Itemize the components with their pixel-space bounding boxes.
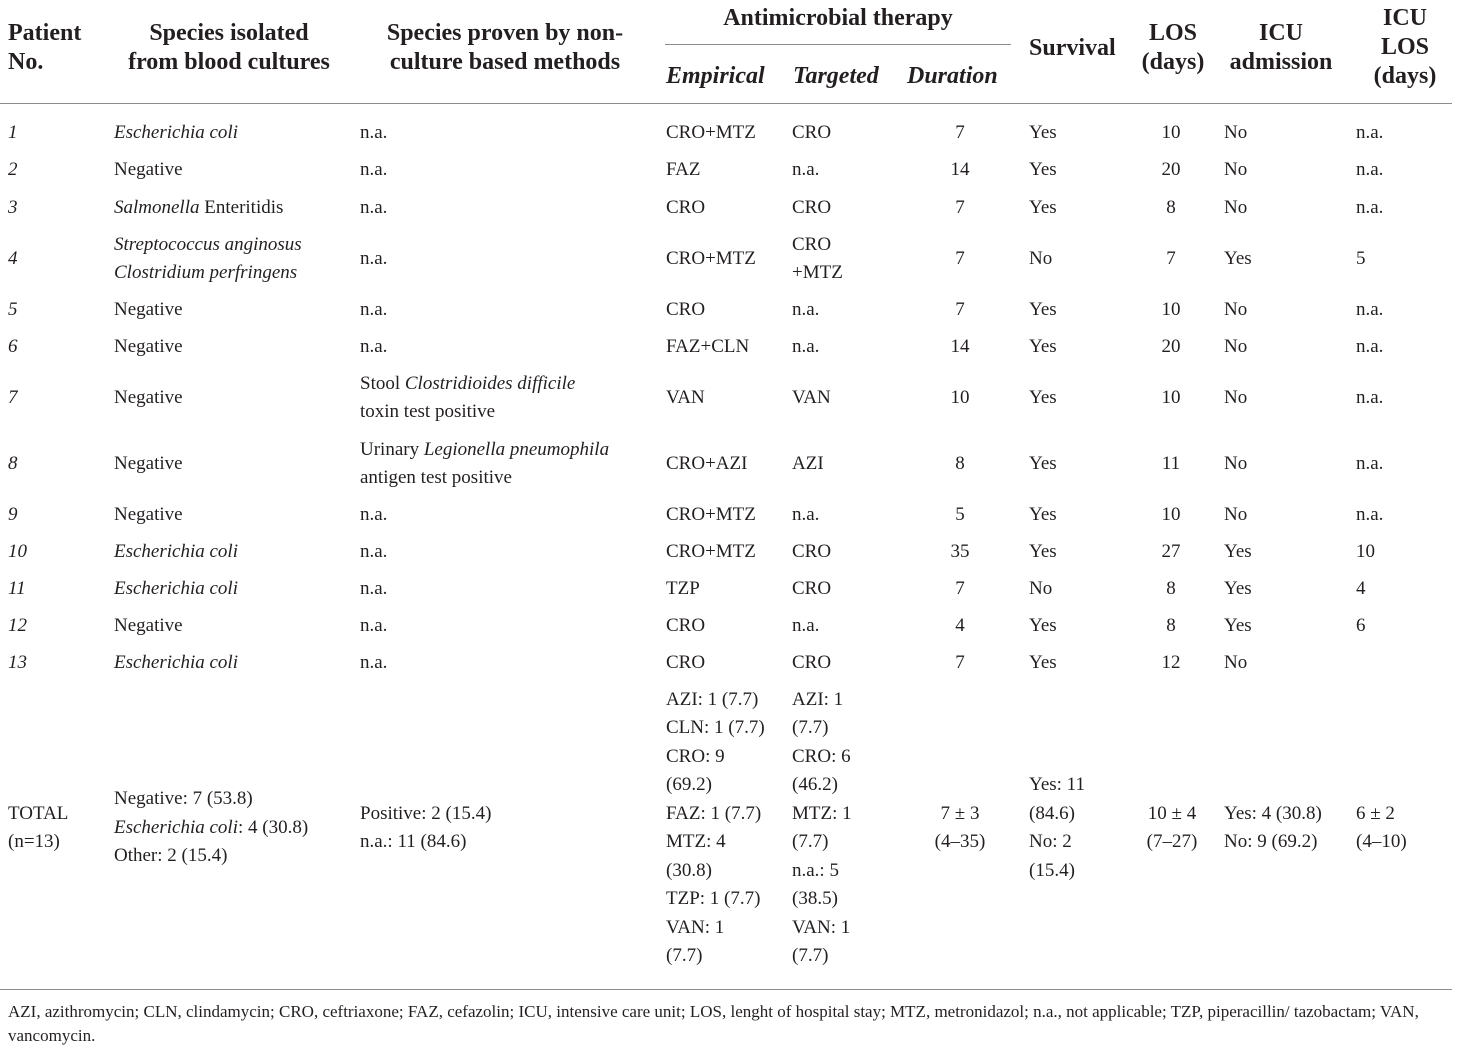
cell-line: AZI: 1 (7.7) [666, 688, 759, 710]
cell-duration: 7 [955, 121, 965, 143]
cell-line: n.a.: 5 [792, 859, 839, 881]
cell-los: 27 [1161, 540, 1181, 562]
cell-blood [114, 119, 238, 148]
cell-line: n.a. [360, 540, 388, 562]
cell-line: CRO+MTZ [666, 503, 756, 525]
cell-line [114, 384, 183, 413]
cell-line [114, 842, 308, 871]
cell-icu-los: n.a. [1356, 196, 1384, 218]
cell-no: 4 [8, 247, 18, 269]
cell-targeted [792, 649, 831, 678]
cell-line: n.a. [792, 298, 820, 320]
cell-icu: No [1224, 386, 1248, 408]
species-name-italic: Escherichia coli [114, 816, 238, 838]
cell-line: CRO: 9 [666, 745, 725, 767]
cell-nonculture [360, 649, 387, 678]
cell-empirical [666, 612, 705, 641]
cell-blood [114, 501, 183, 530]
cell-line [114, 259, 302, 288]
cell-line [114, 785, 308, 814]
cell-nonculture [360, 575, 387, 604]
cell-no: 7 [8, 386, 18, 408]
cell-empirical [666, 575, 700, 604]
cell-line: MTZ: 1 [792, 802, 852, 824]
cell-line: (7–27) [1146, 831, 1198, 852]
cell-duration: 14 [950, 335, 970, 357]
header-subrule [665, 44, 1011, 45]
species-name-italic: Escherichia coli [114, 651, 238, 673]
total-blood [114, 785, 308, 871]
cell-line: (4–35) [934, 831, 986, 852]
header-los: LOS (days) [1141, 20, 1205, 75]
cell-no: 8 [8, 452, 18, 474]
cell-text: Stool [360, 372, 405, 394]
cell-targeted [792, 612, 819, 641]
cell-no: 2 [8, 158, 18, 180]
cell-empirical [666, 649, 705, 678]
cell-text: Negative [114, 335, 183, 357]
cell-blood [114, 575, 238, 604]
cell-line: Yes: 11 [1029, 774, 1085, 795]
cell-icu-los: 5 [1356, 247, 1366, 269]
cell-line: (7.7) [792, 831, 829, 852]
cell-line: CRO [666, 651, 706, 673]
cell-icu: No [1224, 158, 1248, 180]
cell-targeted [792, 501, 819, 530]
total-los [1132, 800, 1212, 857]
cell-los: 7 [1166, 247, 1176, 269]
cell-icu: No [1224, 196, 1248, 218]
cell-line [360, 436, 609, 465]
total-empirical [666, 686, 765, 971]
cell-icu-los: n.a. [1356, 452, 1384, 474]
cell-icu: No [1224, 298, 1248, 320]
cell-survival: Yes [1029, 158, 1057, 180]
cell-line: n.a. [360, 577, 388, 599]
cell-line: CRO+MTZ [666, 121, 756, 143]
cell-line: 10 ± 4 [1147, 802, 1197, 824]
cell-empirical [666, 501, 756, 530]
cell-blood [114, 194, 283, 223]
cell-line: CRO [792, 196, 832, 218]
cell-line: CRO+MTZ [666, 247, 756, 269]
cell-duration: 7 [955, 651, 965, 673]
cell-line: n.a. [792, 503, 820, 525]
cell-los: 10 [1161, 503, 1181, 525]
total-nonculture [360, 800, 491, 857]
cell-text: : 4 (30.8) [238, 816, 309, 838]
cell-line [114, 194, 283, 223]
cell-duration: 8 [955, 452, 965, 474]
cell-line: (n=13) [8, 831, 60, 852]
cell-nonculture [360, 370, 575, 427]
cell-empirical [666, 296, 705, 325]
cell-line: 6 ± 2 [1356, 802, 1395, 824]
cell-line: AZI [792, 452, 824, 474]
header-targeted: Targeted [793, 63, 879, 89]
cell-los: 10 [1161, 121, 1181, 143]
cell-line: Positive: 2 (15.4) [360, 802, 492, 824]
cell-icu-los: 10 [1356, 540, 1375, 562]
cell-los: 10 [1161, 386, 1181, 408]
cell-no: 12 [8, 614, 27, 636]
cell-line: (7.7) [792, 717, 829, 738]
cell-line [114, 649, 238, 678]
cell-icu: No [1224, 651, 1248, 673]
cell-no: 5 [8, 298, 18, 320]
cell-blood [114, 612, 183, 641]
cell-icu: No [1224, 452, 1248, 474]
cell-line [360, 464, 609, 493]
cell-line: CRO [792, 121, 832, 143]
cell-survival: Yes [1029, 386, 1057, 408]
cell-nonculture [360, 296, 387, 325]
cell-duration: 10 [950, 386, 970, 408]
cell-line: n.a. [792, 335, 820, 357]
cell-duration: 7 [955, 196, 965, 218]
cell-line [114, 333, 183, 362]
cell-nonculture [360, 501, 387, 530]
cell-line: (7.7) [792, 945, 829, 966]
cell-empirical [666, 450, 747, 479]
cell-line: n.a. [360, 614, 388, 636]
cell-survival: Yes [1029, 651, 1057, 673]
cell-line: n.a. [360, 298, 388, 320]
cell-icu: Yes [1224, 577, 1252, 599]
total-duration [920, 800, 1000, 857]
cell-line: CRO [792, 233, 832, 255]
cell-blood [114, 231, 302, 288]
cell-blood [114, 296, 183, 325]
cell-empirical [666, 538, 756, 567]
cell-line [114, 231, 302, 260]
cell-text: Negative [114, 386, 183, 408]
cell-line: n.a. [360, 158, 388, 180]
cell-targeted [792, 231, 843, 288]
cell-line: No: 9 (69.2) [1224, 831, 1318, 852]
cell-line [114, 450, 183, 479]
cell-los: 8 [1166, 577, 1176, 599]
cell-targeted [792, 296, 819, 325]
cell-duration: 5 [955, 503, 965, 525]
cell-line: VAN [792, 386, 831, 408]
cell-line: (4–10) [1356, 831, 1407, 852]
cell-no: 9 [8, 503, 18, 525]
cell-text: Negative: 7 (53.8) [114, 788, 253, 810]
cell-no: 1 [8, 121, 18, 143]
cell-los: 20 [1161, 335, 1181, 357]
cell-survival: Yes [1029, 196, 1057, 218]
cell-line: FAZ: 1 (7.7) [666, 802, 762, 824]
cell-blood [114, 384, 183, 413]
cell-los: 10 [1161, 298, 1181, 320]
cell-nonculture [360, 538, 387, 567]
cell-survival: Yes [1029, 452, 1057, 474]
cell-icu: No [1224, 335, 1248, 357]
cell-line: FAZ [666, 158, 701, 180]
cell-line: (84.6) [1029, 802, 1075, 824]
cell-line: Yes: 4 (30.8) [1224, 802, 1322, 824]
cell-icu: Yes [1224, 614, 1252, 636]
species-name-italic: Escherichia coli [114, 577, 238, 599]
cell-duration: 7 [955, 298, 965, 320]
species-name-italic: Clostridium perfringens [114, 262, 298, 283]
cell-nonculture [360, 333, 387, 362]
cell-icu-los: n.a. [1356, 158, 1384, 180]
cell-line: AZI: 1 [792, 688, 844, 710]
cell-survival: Yes [1029, 503, 1057, 525]
cell-blood [114, 450, 183, 479]
cell-line [114, 119, 238, 148]
total-targeted [792, 686, 852, 971]
cell-text: toxin test positive [360, 401, 496, 422]
cell-no: 3 [8, 196, 18, 218]
cell-nonculture [360, 194, 387, 223]
cell-duration: 35 [950, 540, 970, 562]
cell-nonculture [360, 436, 609, 493]
cell-text: Enteritidis [199, 196, 284, 218]
cell-line: n.a. [360, 247, 388, 269]
total-label [8, 800, 68, 857]
cell-line [114, 814, 308, 843]
cell-line: CRO+MTZ [666, 540, 756, 562]
header-duration: Duration [907, 63, 998, 89]
cell-targeted [792, 575, 831, 604]
cell-los: 11 [1161, 452, 1181, 474]
cell-line: 7 ± 3 [940, 802, 980, 824]
cell-line: CRO+AZI [666, 452, 748, 474]
cell-line: +MTZ [792, 262, 843, 283]
cell-line: CRO [666, 196, 706, 218]
cell-icu-los: n.a. [1356, 503, 1384, 525]
cell-text: antigen test positive [360, 467, 512, 488]
cell-text: Other: 2 (15.4) [114, 845, 228, 867]
cell-los: 20 [1161, 158, 1181, 180]
cell-blood [114, 333, 183, 362]
cell-no: 10 [8, 540, 27, 562]
cell-targeted [792, 384, 831, 413]
cell-line: CRO: 6 [792, 745, 851, 767]
cell-icu-los: n.a. [1356, 121, 1384, 143]
header-bottom-rule [0, 103, 1452, 104]
cell-line [360, 398, 575, 427]
header-icu-admission: ICU admission [1229, 20, 1333, 75]
cell-text: Negative [114, 452, 183, 474]
cell-text: Negative [114, 298, 183, 320]
cell-no: 6 [8, 335, 18, 357]
cell-survival: Yes [1029, 540, 1057, 562]
header-empirical: Empirical [666, 63, 765, 89]
cell-survival: Yes [1029, 614, 1057, 636]
species-name-italic: Salmonella [114, 196, 200, 218]
cell-nonculture [360, 156, 387, 185]
cell-line: VAN: 1 [792, 916, 851, 938]
cell-empirical [666, 156, 700, 185]
table-bottom-rule [0, 989, 1452, 990]
cell-targeted [792, 333, 819, 362]
cell-line: (38.5) [792, 888, 838, 909]
header-species-nonculture: Species proven by non- culture based methods [386, 20, 624, 75]
cell-line: CRO [666, 614, 706, 636]
cell-no: 13 [8, 651, 27, 673]
cell-line: MTZ: 4 [666, 831, 726, 852]
cell-line: CRO [666, 298, 706, 320]
cell-empirical [666, 245, 756, 274]
cell-line: CRO [792, 651, 832, 673]
cell-los: 12 [1161, 651, 1181, 673]
cell-line: n.a. [360, 335, 388, 357]
cell-icu: No [1224, 121, 1248, 143]
species-name-italic: Clostridioides difficile [404, 372, 576, 394]
cell-no: 11 [8, 577, 26, 599]
cell-line: n.a. [360, 196, 388, 218]
cell-blood [114, 538, 238, 567]
cell-los: 8 [1166, 196, 1176, 218]
cell-targeted [792, 450, 824, 479]
cell-line: (69.2) [666, 774, 712, 795]
cell-line: VAN [666, 386, 705, 408]
cell-line: (46.2) [792, 774, 838, 795]
species-name-italic: Streptococcus anginosus [114, 233, 302, 255]
cell-nonculture [360, 119, 387, 148]
header-icu-los: ICU LOS (days) [1373, 5, 1437, 89]
cell-line: TZP: 1 (7.7) [666, 888, 761, 909]
cell-icu-los: 6 [1356, 614, 1366, 636]
cell-survival: Yes [1029, 298, 1057, 320]
header-patient-no: Patient No. [8, 20, 82, 75]
cell-survival: No [1029, 577, 1053, 599]
header-species-blood: Species isolated from blood cultures [128, 20, 330, 75]
cell-line: (7.7) [666, 945, 703, 966]
species-name-italic: Escherichia coli [114, 540, 238, 562]
cell-icu: No [1224, 503, 1248, 525]
cell-empirical [666, 194, 705, 223]
header-survival: Survival [1029, 35, 1116, 61]
cell-text: Negative [114, 614, 183, 636]
cell-line: (15.4) [1029, 859, 1075, 881]
cell-los: 8 [1166, 614, 1176, 636]
cell-line [114, 296, 183, 325]
cell-text: Urinary [360, 438, 424, 460]
cell-line [114, 575, 238, 604]
total-icu [1224, 800, 1322, 857]
cell-line [114, 156, 183, 185]
cell-empirical [666, 333, 749, 362]
cell-icu-los: n.a. [1356, 298, 1384, 320]
cell-text: Negative [114, 158, 183, 180]
cell-survival: Yes [1029, 335, 1057, 357]
cell-line: CRO [792, 540, 832, 562]
species-name-italic: Legionella pneumophila [423, 438, 610, 460]
cell-line: n.a. [792, 158, 820, 180]
cell-duration: 7 [955, 577, 965, 599]
cell-icu: Yes [1224, 247, 1252, 269]
cell-icu-los: 4 [1356, 577, 1366, 599]
header-antimicrobial-therapy: Antimicrobial therapy [723, 5, 953, 31]
cell-duration: 4 [955, 614, 965, 636]
cell-targeted [792, 156, 819, 185]
cell-nonculture [360, 612, 387, 641]
cell-duration: 7 [955, 247, 965, 269]
cell-targeted [792, 538, 831, 567]
cell-empirical [666, 119, 756, 148]
footnote: AZI, azithromycin; CLN, clindamycin; CRO, ceftriaxone; FAZ, cefazolin; ICU, intensive care unit; LOS, lenght of hospital stay; MTZ, metronidazol; n.a., not applicable; TZP, piperacillin/ tazobactam; VAN, vancomycin. [8, 1002, 1419, 1045]
cell-icu-los: n.a. [1356, 335, 1384, 357]
cell-line: TOTAL [8, 802, 69, 824]
cell-line [360, 370, 575, 399]
cell-line: n.a.: 11 (84.6) [360, 831, 467, 852]
cell-line: No: 2 [1029, 831, 1072, 852]
cell-line: CRO [792, 577, 832, 599]
cell-line: (30.8) [666, 859, 712, 881]
cell-line: n.a. [360, 121, 388, 143]
cell-text: Negative [114, 503, 183, 525]
cell-line: FAZ+CLN [666, 335, 750, 357]
total-survival [1029, 771, 1085, 885]
total-icu-los [1356, 800, 1407, 857]
cell-icu: Yes [1224, 540, 1252, 562]
cell-targeted [792, 119, 831, 148]
cell-survival: No [1029, 247, 1053, 269]
cell-nonculture [360, 245, 387, 274]
cell-survival: Yes [1029, 121, 1057, 143]
cell-icu-los: n.a. [1356, 386, 1384, 408]
cell-blood [114, 156, 183, 185]
cell-blood [114, 649, 238, 678]
cell-empirical [666, 384, 705, 413]
cell-line [114, 538, 238, 567]
cell-line: VAN: 1 [666, 916, 725, 938]
cell-line [114, 612, 183, 641]
cell-line: n.a. [792, 614, 820, 636]
cell-line [114, 501, 183, 530]
cell-line: TZP [666, 577, 700, 599]
cell-targeted [792, 194, 831, 223]
cell-line: n.a. [360, 503, 388, 525]
species-name-italic: Escherichia coli [114, 121, 238, 143]
cell-line: n.a. [360, 651, 388, 673]
cell-duration: 14 [950, 158, 970, 180]
cell-line: CLN: 1 (7.7) [666, 717, 765, 738]
